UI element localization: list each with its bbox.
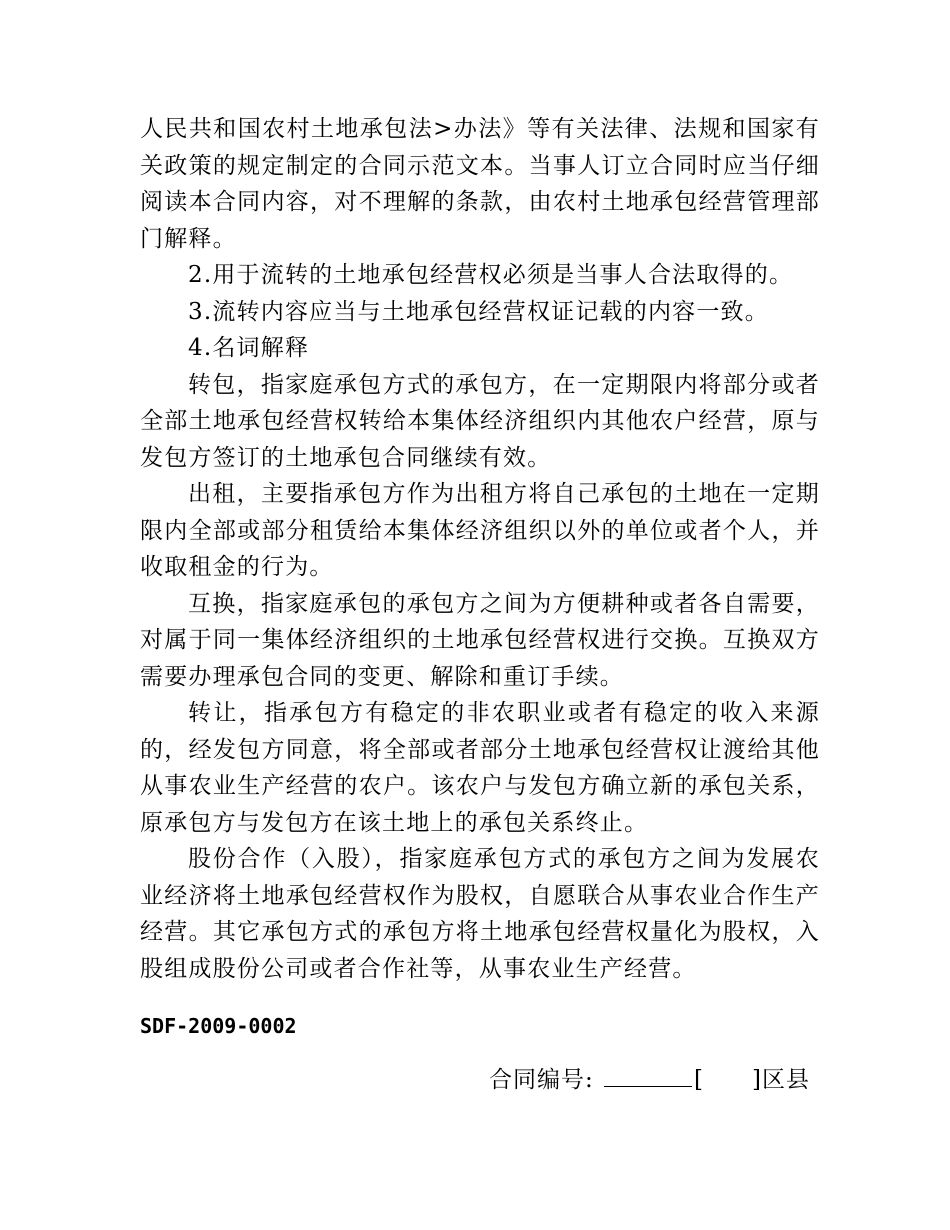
paragraph-definition-transfer: 转让，指承包方有稳定的非农职业或者有稳定的收入来源的，经发包方同意，将全部或者部分土地承包经营权让渡给其他从事农业生产经营的农户。该农户与发包方确立新的承包关系，原承包方与发包方在该土地上的承包关系终止。 <box>140 700 820 836</box>
document-code: SDF-2009-0002 <box>140 1014 297 1038</box>
document-body <box>140 111 820 987</box>
paragraph-item-4-heading: 4.名词解释 <box>188 335 310 361</box>
paragraph-definition-lease: 出租，主要指承包方作为出租方将自己承包的土地在一定期限内全部或部分租赁给本集体经济组织以外的单位或者个人，并收取租金的行为。 <box>140 481 820 580</box>
paragraph-definition-subcontract: 转包，指家庭承包方式的承包方，在一定期限内将部分或者全部土地承包经营权转给本集体经济组织内其他农户经营，原与发包方签订的土地承包合同继续有效。 <box>140 371 820 471</box>
paragraph-item-3: 3.流转内容应当与土地承包经营权证记载的内容一致。 <box>188 298 769 325</box>
bracket-open: [ <box>694 1067 705 1093</box>
district-suffix: 区县 <box>762 1067 810 1093</box>
paragraph-intro-continued: 人民共和国农村土地承包法>办法》等有关法律、法规和国家有关政策的规定制定的合同示范文本。当事人订立合同时应当仔细阅读本合同内容，对不理解的条款，由农村土地承包经营管理部门解释。 <box>140 116 820 252</box>
bracket-close: ] <box>752 1067 762 1093</box>
contract-number-blank[interactable] <box>604 1066 692 1087</box>
contract-number-line <box>489 1062 810 1098</box>
contract-number-label: 合同编号: <box>488 1067 594 1093</box>
paragraph-definition-shareholding: 股份合作（入股），指家庭承包方式的承包方之间为发展农业经济将土地承包经营权作为股权，自愿联合从事农业合作生产经营。其它承包方式的承包方将土地承包经营权量化为股权，入股组成股份公司或者合作社等，从事农业生产经营。 <box>140 846 820 982</box>
paragraph-item-2: 2.用于流转的土地承包经营权必须是当事人合法取得的。 <box>188 262 794 288</box>
paragraph-definition-exchange: 互换，指家庭承包的承包方之间为方便耕种或者各自需要，对属于同一集体经济组织的土地承包经营权进行交换。互换双方需要办理承包合同的变更、解除和重订手续。 <box>140 590 820 690</box>
